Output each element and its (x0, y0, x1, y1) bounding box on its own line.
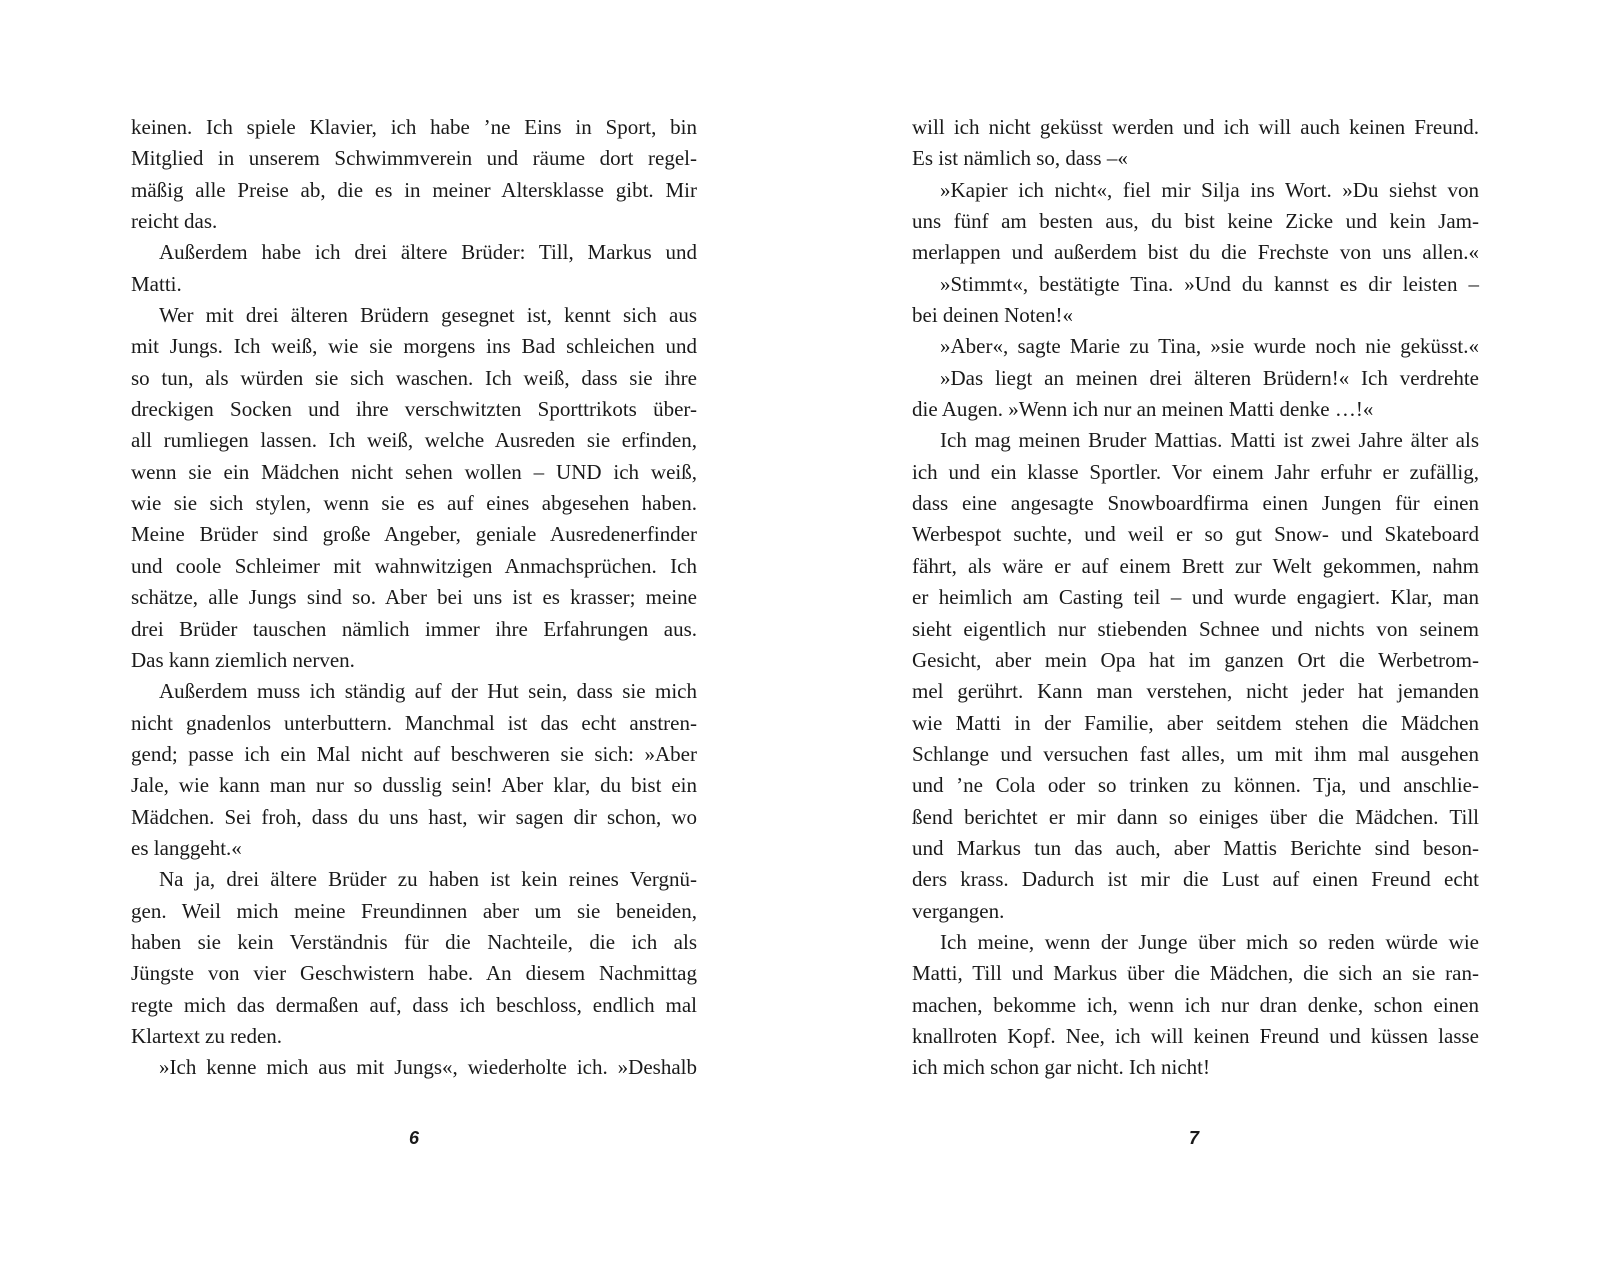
text-line: haben sie kein Verständnis für die Nachteile, die ich als (131, 929, 697, 954)
right-page-text (912, 112, 1479, 1084)
right-page-number: 7 (1188, 1128, 1199, 1148)
text-line: will ich nicht geküsst werden und ich will auch keinen Freund. (912, 115, 1479, 139)
text-line: drei Brüder tauschen nämlich immer ihre Erfahrungen aus. (131, 616, 697, 641)
text-line: schätze, alle Jungs sind so. Aber bei uns ist es krasser; meine (131, 585, 697, 610)
text-line: Gesicht, aber mein Opa hat im ganzen Ort die Werbetrom- (912, 647, 1479, 672)
text-line: er heimlich am Casting teil – und wurde engagiert. Klar, man (912, 585, 1479, 610)
text-line: wenn sie ein Mädchen nicht sehen wollen – UND ich weiß, (131, 459, 697, 484)
text-line: Außerdem muss ich ständig auf der Hut sein, dass sie mich (159, 679, 697, 704)
text-line: und coole Schleimer mit wahnwitzigen Anmachsprüchen. Ich (131, 553, 697, 578)
text-line: Mädchen. Sei froh, dass du uns hast, wir sagen dir schon, wo (131, 804, 697, 829)
text-line: all rumliegen lassen. Ich weiß, welche Ausreden sie erfinden, (131, 428, 697, 453)
text-line: bei deinen Noten!« (912, 303, 1073, 328)
text-line: »Das liegt an meinen drei älteren Brüdern!« Ich verdrehte (940, 365, 1479, 390)
text-line: vergangen. (912, 898, 1005, 923)
text-line: und Markus tun das auch, aber Mattis Berichte sind beson- (912, 835, 1479, 860)
text-line: Na ja, drei ältere Brüder zu haben ist kein reines Vergnü- (159, 867, 697, 892)
text-line: dass eine angesagte Snowboardfirma einen Jungen für einen (912, 491, 1479, 516)
text-line: gend; passe ich ein Mal nicht auf beschweren sie sich: »Aber (131, 741, 697, 766)
text-line: mäßig alle Preise ab, die es in meiner Altersklasse gibt. Mir (131, 177, 697, 202)
text-line: Ich mag meinen Bruder Mattias. Matti ist zwei Jahre älter als (940, 428, 1479, 453)
text-line: Klartext zu reden. (131, 1023, 283, 1048)
text-line: Wer mit drei älteren Brüdern gesegnet ist, kennt sich aus (159, 303, 697, 328)
text-line: Jale, wie kann man nur so dusslig sein! Aber klar, du bist ein (131, 773, 697, 798)
text-line: »Aber«, sagte Marie zu Tina, »sie wurde noch nie geküsst.« (940, 334, 1479, 359)
text-line: es langgeht.« (131, 835, 242, 860)
text-line: fährt, als wäre er auf einem Brett zur Welt gekommen, nahm (912, 553, 1479, 578)
text-line: Ich meine, wenn der Junge über mich so reden würde wie (940, 929, 1479, 954)
text-line: und ’ne Cola oder so trinken zu können. Tja, und anschlie- (912, 773, 1479, 798)
text-line: »Stimmt«, bestätigte Tina. »Und du kannst es dir leisten – (940, 271, 1479, 296)
text-line: sieht eigentlich nur stiebenden Schnee und nichts von seinem (912, 616, 1479, 641)
text-line: uns fünf am besten aus, du bist keine Zicke und kein Jam- (912, 209, 1479, 234)
text-line: wie Matti in der Familie, aber seitdem stehen die Mädchen (912, 710, 1479, 735)
text-line: wie sie sich stylen, wenn sie es auf eines abgesehen haben. (131, 491, 697, 516)
text-line: knallroten Kopf. Nee, ich will keinen Freund und küssen lasse (912, 1023, 1479, 1048)
text-line: nicht gnadenlos unterbuttern. Manchmal ist das echt anstren- (131, 710, 697, 735)
text-line: machen, bekomme ich, wenn ich nur dran denke, schon einen (912, 992, 1479, 1017)
text-line: Matti. (131, 271, 182, 296)
text-line: ders krass. Dadurch ist mir die Lust auf einen Freund echt (912, 867, 1479, 892)
text-line: »Kapier ich nicht«, fiel mir Silja ins Wort. »Du siehst von (940, 177, 1479, 202)
text-line: ßend berichtet er mir dann so einiges über die Mädchen. Till (912, 804, 1479, 829)
text-line: Meine Brüder sind große Angeber, geniale Ausredenerfinder (131, 522, 697, 547)
text-line: Das kann ziemlich nerven. (131, 647, 355, 672)
text-line: regte mich das dermaßen auf, dass ich beschloss, endlich mal (131, 992, 697, 1017)
text-line: »Ich kenne mich aus mit Jungs«, wiederholte ich. »Deshalb (159, 1055, 697, 1080)
text-line: dreckigen Socken und ihre verschwitzten Sporttrikots über- (131, 397, 697, 422)
text-line: Es ist nämlich so, dass –« (912, 146, 1128, 171)
text-line: Werbespot suchte, und weil er so gut Snow- und Skateboard (912, 522, 1479, 547)
text-line: so tun, als würden sie sich waschen. Ich weiß, dass sie ihre (131, 365, 697, 390)
left-page-text (131, 112, 697, 1084)
text-line: reicht das. (131, 209, 218, 234)
text-line: Außerdem habe ich drei ältere Brüder: Till, Markus und (159, 240, 697, 265)
text-line: merlappen und außerdem bist du die Frechste von uns allen.« (912, 240, 1479, 265)
text-line: Jüngste von vier Geschwistern habe. An diesem Nachmittag (131, 961, 697, 986)
text-line: Schlange und versuchen fast alles, um mit ihm mal ausgehen (912, 741, 1479, 766)
text-line: mel gerührt. Kann man verstehen, nicht jeder hat jemanden (912, 679, 1479, 704)
text-line: ich mich schon gar nicht. Ich nicht! (912, 1055, 1210, 1080)
text-line: ich und ein klasse Sportler. Vor einem Jahr erfuhr er zufällig, (912, 459, 1479, 484)
text-line: keinen. Ich spiele Klavier, ich habe ’ne Eins in Sport, bin (131, 115, 697, 139)
left-page-number: 6 (408, 1128, 419, 1148)
text-line: Mitglied in unserem Schwimmverein und räume dort regel- (131, 146, 697, 171)
text-line: gen. Weil mich meine Freundinnen aber um sie beneiden, (131, 898, 697, 923)
text-line: mit Jungs. Ich weiß, wie sie morgens ins Bad schleichen und (131, 334, 697, 359)
text-line: die Augen. »Wenn ich nur an meinen Matti denke …!« (912, 397, 1374, 422)
text-line: Matti, Till und Markus über die Mädchen, die sich an sie ran- (912, 961, 1479, 986)
